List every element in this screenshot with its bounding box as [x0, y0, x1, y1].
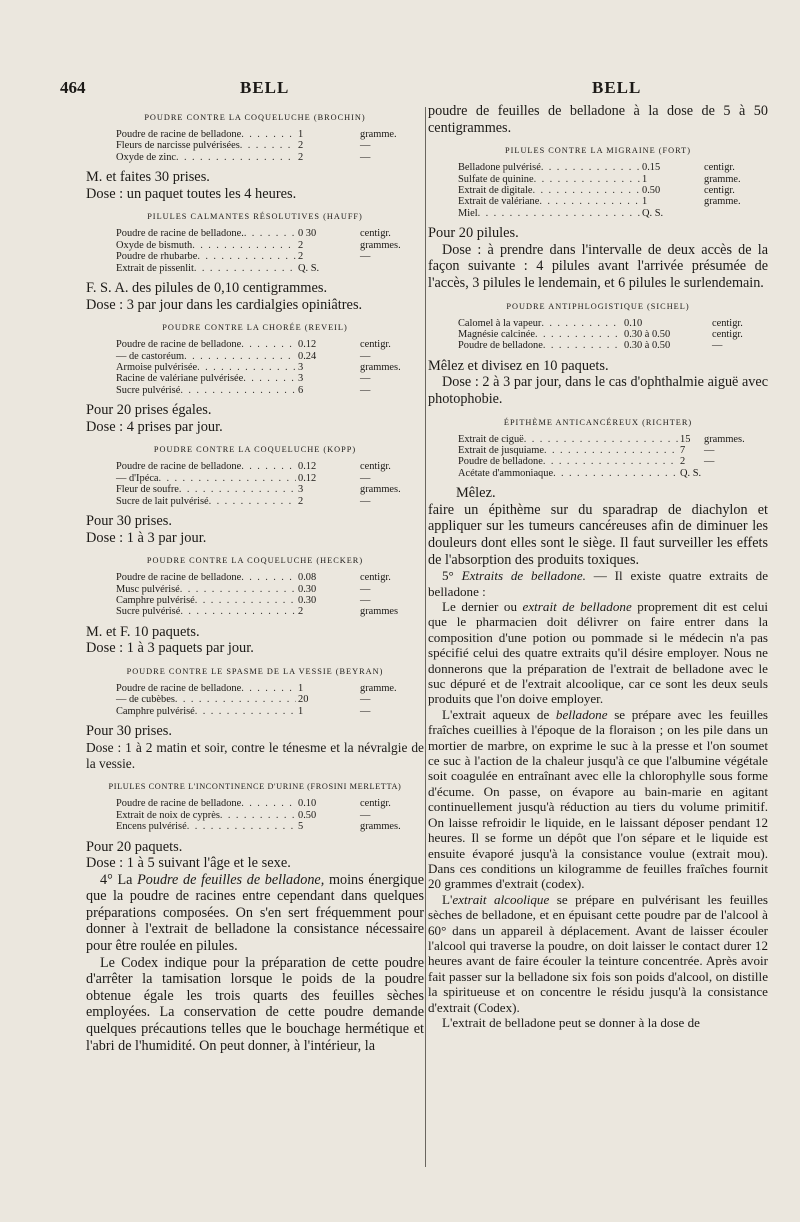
- ingredient-name: Musc pulvérisé: [116, 583, 180, 595]
- ingredient-qty: 1: [298, 705, 304, 717]
- ingredient-name: Extrait de ciguë: [458, 433, 524, 445]
- formula-frosini-merletta: [86, 781, 424, 871]
- ingredient-name: Sucre pulvérisé: [116, 606, 181, 618]
- instruction-line: M. et F. 10 paquets.: [86, 623, 200, 640]
- leader-dots: [244, 228, 296, 239]
- ingredient-name: Poudre de racine de belladone: [116, 461, 242, 473]
- ingredient-row: [458, 318, 768, 329]
- ingredient-row: [116, 339, 424, 350]
- leader-dots: [241, 129, 296, 140]
- ingredient-row: [116, 152, 424, 163]
- ingredient-row: [458, 162, 768, 173]
- formula-instructions: [86, 839, 424, 872]
- ingredient-row: [116, 821, 424, 832]
- ingredient-row: [116, 461, 424, 472]
- ingredient-qty: 2: [298, 495, 304, 507]
- ingredient-qty: 0.12: [298, 472, 317, 484]
- formula-title: POUDRE CONTRE LE SPASME DE LA VESSIE (BEYRAN): [126, 667, 384, 677]
- instruction-line: Dose : 4 prises par jour.: [86, 418, 223, 435]
- ingredient-row: [116, 706, 424, 717]
- ingredient-qty: 0 30: [298, 228, 317, 240]
- formula-beyran: [86, 666, 424, 772]
- leader-dots: [478, 208, 640, 219]
- ingredient-row: [116, 595, 424, 606]
- term-belladone: belladone: [555, 706, 608, 722]
- ingredient-qty: 0.50: [642, 185, 661, 196]
- ingredient-qty: 0.10: [298, 798, 317, 810]
- leader-dots: [541, 318, 622, 329]
- leader-dots: [539, 196, 640, 207]
- ingredient-name: Acétate d'ammoniaque: [458, 467, 554, 479]
- ingredient-name: Camphre pulvérisé: [116, 595, 195, 607]
- ingredient-unit: [704, 208, 768, 219]
- instruction-line: Pour 20 paquets.: [86, 838, 183, 855]
- ingredient-unit: —: [360, 595, 371, 607]
- ingredient-qty: 0.30: [298, 595, 317, 607]
- ingredient-name: Camphre pulvérisé: [116, 705, 195, 717]
- leader-dots: [240, 140, 296, 151]
- ingredient-row: [116, 572, 424, 583]
- ingredient-unit: grammes.: [360, 362, 401, 374]
- ingredient-qty: 0.24: [298, 350, 317, 362]
- ingredient-row: [116, 140, 424, 151]
- ingredient-list: [116, 683, 424, 717]
- ingredient-row: [116, 694, 424, 705]
- ingredient-qty: 0.30 à 0.50: [624, 329, 671, 340]
- ingredient-name: Encens pulvérisé: [116, 821, 187, 833]
- leader-dots: [159, 473, 296, 484]
- leader-dots: [197, 251, 296, 262]
- leader-dots: [532, 185, 640, 196]
- formula-instructions: [456, 485, 768, 502]
- instruction-paragraph: Dose : 1 à 2 matin et soir, contre le ténesme et la névralgie de la vessie.: [86, 739, 424, 772]
- ingredient-unit: centigr.: [360, 228, 391, 240]
- ingredient-name: Poudre de racine de belladone.: [116, 228, 244, 240]
- ingredient-name: Extrait de valériane: [458, 196, 540, 208]
- ingredient-row: [116, 263, 424, 274]
- leader-dots: [197, 362, 296, 373]
- instruction-line: Pour 20 prises égales.: [86, 402, 212, 419]
- ingredient-unit: —: [360, 809, 371, 821]
- ingredient-list: [116, 129, 424, 163]
- ingredient-name: Fleur de soufre: [116, 484, 179, 496]
- ingredient-unit: —: [360, 472, 371, 484]
- ingredient-unit: —: [360, 151, 371, 163]
- ingredient-name: Sucre pulvérisé: [116, 384, 181, 396]
- ingredient-list: [458, 162, 768, 219]
- leader-dots: [180, 385, 296, 396]
- ingredient-row: [116, 484, 424, 495]
- ingredient-unit: centigr.: [360, 572, 391, 584]
- ingredient-name: — d'Ipéca: [116, 472, 159, 484]
- leader-dots: [241, 798, 296, 809]
- ingredient-unit: [360, 263, 424, 274]
- ingredient-unit: gramme.: [704, 173, 741, 185]
- formula-instructions: [86, 624, 424, 657]
- ingredient-qty: 0.50: [298, 809, 317, 821]
- leader-dots: [541, 162, 640, 173]
- ingredient-qty: 6: [298, 384, 304, 396]
- ingredient-unit: grammes.: [360, 821, 401, 833]
- leader-dots: [544, 445, 678, 456]
- ingredient-qty: 0.12: [298, 461, 317, 473]
- formula-title: PILULES CALMANTES RÉSOLUTIVES (HAUFF): [147, 212, 363, 222]
- ingredient-unit: gramme.: [360, 129, 397, 140]
- ingredient-row: [458, 185, 768, 196]
- ingredient-name: Poudre de racine de belladone: [116, 339, 242, 351]
- ingredient-unit: —: [360, 350, 371, 362]
- leader-dots: [241, 461, 296, 472]
- ingredient-qty: 3: [298, 362, 304, 374]
- ingredient-row: [116, 798, 424, 809]
- formula-title: PILULES CONTRE L'INCONTINENCE D'URINE (FROSINI MERLETTA): [108, 782, 402, 792]
- ingredient-name: Armoise pulvérisée: [116, 362, 198, 374]
- leader-dots: [243, 373, 296, 384]
- ingredient-row: [116, 385, 424, 396]
- ingredient-unit: —: [360, 384, 371, 396]
- leader-dots: [535, 329, 622, 340]
- ingredient-qty: 1: [642, 173, 648, 185]
- paragraph-continuation: poudre de feuilles de belladone à la dose de 5 à 50 centigrammes.: [428, 103, 768, 136]
- ingredient-unit: centigr.: [360, 461, 391, 473]
- ingredient-name: Sulfate de quinine: [458, 173, 534, 185]
- ingredient-unit: —: [360, 705, 371, 717]
- formula-title: ÉPITHÈME ANTICANCÉREUX (RICHTER): [503, 417, 693, 427]
- ingredient-qty: 2: [298, 151, 304, 163]
- left-column: [86, 103, 424, 1203]
- ingredient-row: [458, 196, 768, 207]
- ingredient-unit: centigr.: [704, 185, 735, 196]
- instruction-line: Pour 20 pilules.: [428, 225, 519, 242]
- leader-dots: [175, 694, 296, 705]
- instruction-paragraph: Dose : à prendre dans l'intervalle de deux accès de la façon suivante : 4 pilules avant l'arrivée présumée de l'accès, 3 pilules le lendemain, et 6 pilules le surlendemain.: [428, 241, 768, 291]
- formula-title: PILULES CONTRE LA MIGRAINE (FORT): [505, 146, 691, 156]
- term-poudre-feuilles: Poudre de feuilles de belladone,: [137, 871, 325, 888]
- formula-richter: [428, 417, 768, 569]
- leader-dots: [543, 456, 678, 467]
- leader-dots: [184, 351, 296, 362]
- ingredient-name: Calomel à la vapeur: [458, 317, 542, 329]
- formula-sichel: [428, 301, 768, 408]
- formula-kopp: [86, 444, 424, 546]
- ingredient-unit: grammes: [360, 606, 399, 618]
- ingredient-name: Racine de valériane pulvérisée: [116, 373, 244, 385]
- ingredient-row: [458, 174, 768, 185]
- instruction-line: Dose : 1 à 3 paquets par jour.: [86, 640, 254, 657]
- leader-dots: [195, 706, 296, 717]
- ingredient-unit: gramme.: [704, 196, 741, 208]
- leader-dots: [543, 340, 622, 351]
- ingredient-qty: 0.30 à 0.50: [624, 340, 671, 352]
- ingredient-unit: centigr.: [360, 339, 391, 351]
- ingredient-list: [116, 572, 424, 618]
- ingredient-row: [458, 208, 768, 219]
- ingredient-row: [116, 240, 424, 251]
- ingredient-name: Poudre de racine de belladone: [116, 683, 242, 695]
- ingredient-name: — de cubèbes: [116, 694, 175, 706]
- ingredient-unit: centigr.: [704, 162, 735, 174]
- ingredient-qty: 7: [680, 445, 686, 456]
- ingredient-qty: 1: [642, 196, 648, 208]
- paragraph-dernier: Le dernier ou extrait de belladone proprement dit est celui que le pharmacien doit délivrer on faire entrer dans la composition d'une potion ou pommade si le médecin n'a pas spécifié celui des quatre extraits qu'il désire employer. Nous ne donnerons que la préparation de l'extrait de belladone avec le suc dépuré et de l'extrait alcoolique, car ce sont les deux seuls produits que l'on doive employer.: [428, 599, 768, 707]
- ingredient-qty: Q. S.: [298, 262, 320, 274]
- ingredient-name: Poudre de racine de belladone: [116, 798, 242, 810]
- formula-reveil: [86, 322, 424, 435]
- ingredient-qty: 0.12: [298, 339, 317, 351]
- formula-title: POUDRE CONTRE LA COQUELUCHE (HECKER): [146, 556, 364, 566]
- ingredient-row: [116, 362, 424, 373]
- formula-instructions: [86, 723, 424, 740]
- ingredient-list: [116, 461, 424, 507]
- ingredient-unit: grammes.: [360, 484, 401, 496]
- ingredient-unit: —: [704, 445, 715, 456]
- running-head-left: BELL: [240, 78, 290, 97]
- page-header: [60, 78, 760, 102]
- ingredient-name: Belladone pulvérisé: [458, 162, 541, 174]
- ingredient-row: [116, 129, 424, 140]
- instruction-line: Pour 30 prises.: [86, 723, 172, 740]
- instruction-line: Mêlez et divisez en 10 paquets.: [428, 357, 609, 374]
- ingredient-unit: —: [360, 583, 371, 595]
- ingredient-unit: centigr.: [360, 798, 391, 810]
- ingredient-qty: 2: [680, 456, 686, 468]
- leader-dots: [241, 572, 296, 583]
- ingredient-qty: 1: [298, 683, 304, 695]
- formula-title: POUDRE ANTIPHLOGISTIQUE (SICHEL): [506, 301, 690, 311]
- ingredient-unit: [704, 468, 768, 479]
- formula-instructions: [86, 169, 424, 202]
- ingredient-row: [458, 329, 768, 340]
- ingredient-qty: 1: [298, 129, 304, 140]
- formula-instructions: [428, 225, 768, 242]
- ingredient-name: Miel: [458, 207, 478, 219]
- instruction-line: Dose : 1 à 3 par jour.: [86, 529, 207, 546]
- ingredient-unit: —: [712, 340, 723, 352]
- ingredient-list: [116, 798, 424, 832]
- ingredient-row: [458, 434, 768, 445]
- ingredient-unit: gramme.: [360, 683, 397, 695]
- leader-dots: [553, 468, 678, 479]
- ingredient-row: [458, 456, 768, 467]
- ingredient-name: Poudre de belladone: [458, 340, 543, 352]
- ingredient-list: [116, 339, 424, 396]
- paragraph-dose: L'extrait de belladone peut se donner à la dose de: [442, 1014, 700, 1030]
- ingredient-list: [458, 434, 768, 480]
- ingredient-name: Extrait de noix de cyprès: [116, 809, 220, 821]
- ingredient-qty: 20: [298, 694, 309, 706]
- ingredient-name: Extrait de digitale: [458, 185, 533, 196]
- term-extraits: Extraits de belladone.: [461, 568, 586, 584]
- leader-dots: [220, 810, 296, 821]
- ingredient-name: Poudre de rhubarbe: [116, 251, 198, 263]
- instruction-line: Dose : un paquet toutes les 4 heures.: [86, 185, 297, 202]
- leader-dots: [209, 496, 296, 507]
- running-head-right: BELL: [592, 78, 642, 97]
- ingredient-list: [116, 228, 424, 274]
- ingredient-qty: 0.08: [298, 572, 317, 584]
- ingredient-qty: 3: [298, 484, 304, 496]
- ingredient-row: [116, 473, 424, 484]
- ingredient-row: [458, 340, 768, 351]
- leader-dots: [534, 174, 640, 185]
- ingredient-unit: —: [360, 373, 371, 385]
- ingredient-qty: 2: [298, 140, 304, 152]
- leader-dots: [195, 595, 296, 606]
- leader-dots: [192, 240, 296, 251]
- ingredient-qty: 0.15: [642, 162, 661, 174]
- ingredient-row: [116, 228, 424, 239]
- leader-dots: [179, 484, 296, 495]
- right-column: [428, 103, 768, 1203]
- ingredient-qty: 0.30: [298, 583, 317, 595]
- ingredient-qty: 15: [680, 433, 691, 445]
- ingredient-qty: 2: [298, 606, 304, 618]
- ingredient-row: [116, 606, 424, 617]
- formula-title: POUDRE CONTRE LA CHORÉE (REVEIL): [162, 323, 348, 333]
- ingredient-name: Extrait de pissenlit: [116, 262, 194, 274]
- paragraph-poudre-feuilles: 4° La Poudre de feuilles de belladone, moins énergique que la poudre de racines entre cependant dans quelques préparations composées. On s'en sert fréquemment pour donner à l'extrait de belladone la consistance nécessaire pour être roulée en pilules.: [86, 871, 424, 955]
- instruction-paragraph: faire un épithème sur du sparadrap de diachylon et appliquer sur les tumeurs cancéreuses afin de diminuer les douleurs dont elles sont le siège. Il faut surveiller les effets de l'absorption des produits toxiques.: [428, 501, 768, 568]
- formula-instructions: [86, 280, 424, 313]
- ingredient-unit: —: [360, 140, 371, 152]
- ingredient-name: — de castoréum: [116, 350, 185, 362]
- ingredient-list: [458, 318, 768, 352]
- leader-dots: [187, 821, 296, 832]
- formula-hecker: [86, 555, 424, 657]
- ingredient-qty: 0.10: [624, 317, 643, 329]
- ingredient-name: Fleurs de narcisse pulvérisées: [116, 140, 240, 152]
- formula-title: POUDRE CONTRE LA COQUELUCHE (KOPP): [153, 445, 357, 455]
- ingredient-unit: —: [360, 251, 371, 263]
- leader-dots: [241, 683, 296, 694]
- ingredient-qty: 2: [298, 251, 304, 263]
- leader-dots: [176, 152, 296, 163]
- instruction-line: M. et faites 30 prises.: [86, 169, 210, 186]
- ingredient-name: Poudre de belladone: [458, 456, 543, 468]
- ingredient-row: [458, 445, 768, 456]
- ingredient-unit: —: [360, 495, 371, 507]
- formula-hauff: [86, 211, 424, 313]
- ingredient-name: Oxyde de bismuth: [116, 239, 193, 251]
- ingredient-row: [116, 584, 424, 595]
- ingredient-unit: —: [704, 456, 715, 468]
- instruction-line: F. S. A. des pilules de 0,10 centigrammes.: [86, 280, 328, 297]
- paragraph-codex: Le Codex indique pour la préparation de cette poudre d'arrêter la tamisation lorsque le poids de la poudre obtenue égale les trois quarts des feuilles sèches employées. La conservation de cette poudre demande quelques précautions telles que le bouchage hermétique et l'abri de l'humidité. On peut donner, à l'intérieur, la: [86, 954, 424, 1054]
- ingredient-name: Poudre de racine de belladone: [116, 129, 242, 140]
- ingredient-name: Sucre de lait pulvérisé: [116, 495, 209, 507]
- ingredient-unit: centigr.: [712, 317, 743, 329]
- ingredient-unit: centigr.: [712, 329, 743, 340]
- ingredient-qty: 3: [298, 373, 304, 385]
- ingredient-row: [116, 351, 424, 362]
- ingredient-unit: —: [360, 694, 371, 706]
- ingredient-qty: Q. S.: [642, 207, 664, 219]
- leader-dots: [524, 434, 678, 445]
- term-extrait-alcoolique: extrait alcoolique: [452, 891, 550, 907]
- paragraph-extraits: 5° Extraits de belladone. — Il existe quatre extraits de belladone :: [428, 568, 768, 599]
- term-extrait-belladone: extrait de belladone: [522, 599, 632, 614]
- paragraph-extrait-alcoolique: L'extrait alcoolique se prépare en pulvérisant les feuilles sèches de belladone, et en épuisant cette poudre par de l'alcool à 60° dans un appareil à déplacement. Avant de laisser écouler l'alcool qui traverse la poudre, on doit laisser le contact durer 12 heures avant de faire écouler la teinture concentrée. Après avoir fait passer sur la belladone six fois son poids d'alcool, on distille la spiritueuse et on concentre le résidu jusqu'à la consistance d'extrait (Codex).: [428, 891, 768, 1015]
- page-number: 464: [60, 78, 86, 97]
- ingredient-row: [116, 373, 424, 384]
- formula-title: POUDRE CONTRE LA COQUELUCHE (BROCHIN): [144, 113, 366, 122]
- ingredient-name: Poudre de racine de belladone: [116, 572, 242, 584]
- instruction-line: Dose : 1 à 5 suivant l'âge et le sexe.: [86, 855, 291, 872]
- ingredient-qty: Q. S.: [680, 467, 702, 479]
- formula-brochin: [86, 112, 424, 202]
- instruction-line: Mêlez.: [456, 485, 496, 502]
- ingredient-qty: 5: [298, 821, 304, 833]
- ingredient-row: [116, 496, 424, 507]
- leader-dots: [180, 584, 296, 595]
- instruction-line: Dose : 3 par jour dans les cardialgies opiniâtres.: [86, 296, 363, 313]
- ingredient-row: [458, 468, 768, 479]
- leader-dots: [241, 339, 296, 350]
- ingredient-name: Oxyde de zinc: [116, 151, 177, 163]
- ingredient-row: [116, 810, 424, 821]
- ingredient-row: [116, 683, 424, 694]
- formula-fort: [428, 145, 768, 291]
- instruction-paragraph: Dose : 2 à 3 par jour, dans le cas d'ophthalmie aiguë avec photophobie.: [428, 374, 768, 407]
- ingredient-unit: grammes.: [360, 239, 401, 251]
- ingredient-unit: grammes.: [704, 433, 745, 445]
- paragraph-extrait-aqueux: L'extrait aqueux de belladone se prépare avec les feuilles fraîches cueillies à l'époque de la floraison ; on les pile dans un mortier de marbre, on exprime le suc à la presse et l'on soumet ce suc à l'action de la chaleur jusqu'à ce que l'albumine végétale soit coagulée en entraînant avec elle la chlorophylle sous forme d'écume. On passe, on évapore au bain-marie en agitant continuellement jusqu'à réduction au tiers du volume primitif. On laisse refroidir le liquide, en le laissant déposer pendant 12 heures. Il se forme un dépôt que l'on sépare et le liquide est ensuite évaporé jusqu'à la consistance voulue (extrait mou). Dans ces conditions un kilogramme de feuilles fraîches fournit 20 grammes d'extrait (codex).: [428, 706, 768, 892]
- instruction-line: Pour 30 prises.: [86, 513, 172, 530]
- ingredient-name: Extrait de jusquiame: [458, 445, 544, 456]
- formula-instructions: [428, 358, 768, 375]
- leader-dots: [194, 263, 296, 274]
- column-divider: [425, 107, 426, 1167]
- formula-instructions: [86, 402, 424, 435]
- ingredient-name: Magnésie calcinée: [458, 329, 536, 340]
- ingredient-qty: 2: [298, 239, 304, 251]
- leader-dots: [180, 606, 296, 617]
- formula-instructions: [86, 513, 424, 546]
- ingredient-row: [116, 251, 424, 262]
